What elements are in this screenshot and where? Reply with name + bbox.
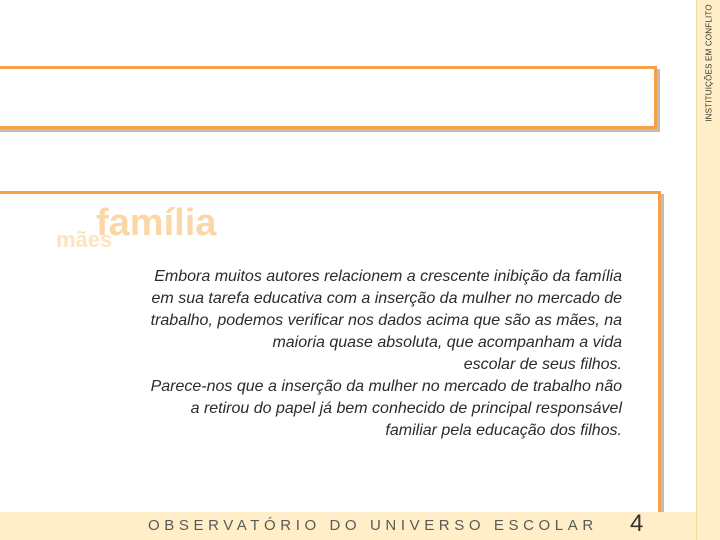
body-line: a retirou do papel já bem conhecido de principal responsável bbox=[190, 400, 622, 417]
body-line: familiar pela educação dos filhos. bbox=[385, 422, 622, 439]
section-label: INSTITUIÇÕES EM CONFLITO bbox=[704, 4, 714, 122]
page-number: 4 bbox=[630, 510, 644, 537]
body-line: Parece-nos que a inserção da mulher no mercado de trabalho não bbox=[150, 378, 622, 395]
top-frame bbox=[0, 66, 657, 129]
title-maes: mães bbox=[56, 227, 113, 252]
body-line: Embora muitos autores relacionem a crescente inibição da família bbox=[154, 268, 622, 285]
body-line: escolar de seus filhos. bbox=[463, 356, 622, 373]
body-line: em sua tarefa educativa com a inserção da mulher no mercado de bbox=[151, 290, 622, 307]
title-familia: família bbox=[96, 202, 217, 244]
footer-label: OBSERVATÓRIO DO UNIVERSO ESCOLAR bbox=[148, 517, 598, 534]
body-paragraph bbox=[32, 266, 622, 442]
body-line: maioria quase absoluta, que acompanham a vida bbox=[272, 334, 622, 351]
body-line: trabalho, podemos verificar nos dados acima que são as mães, na bbox=[150, 312, 622, 329]
